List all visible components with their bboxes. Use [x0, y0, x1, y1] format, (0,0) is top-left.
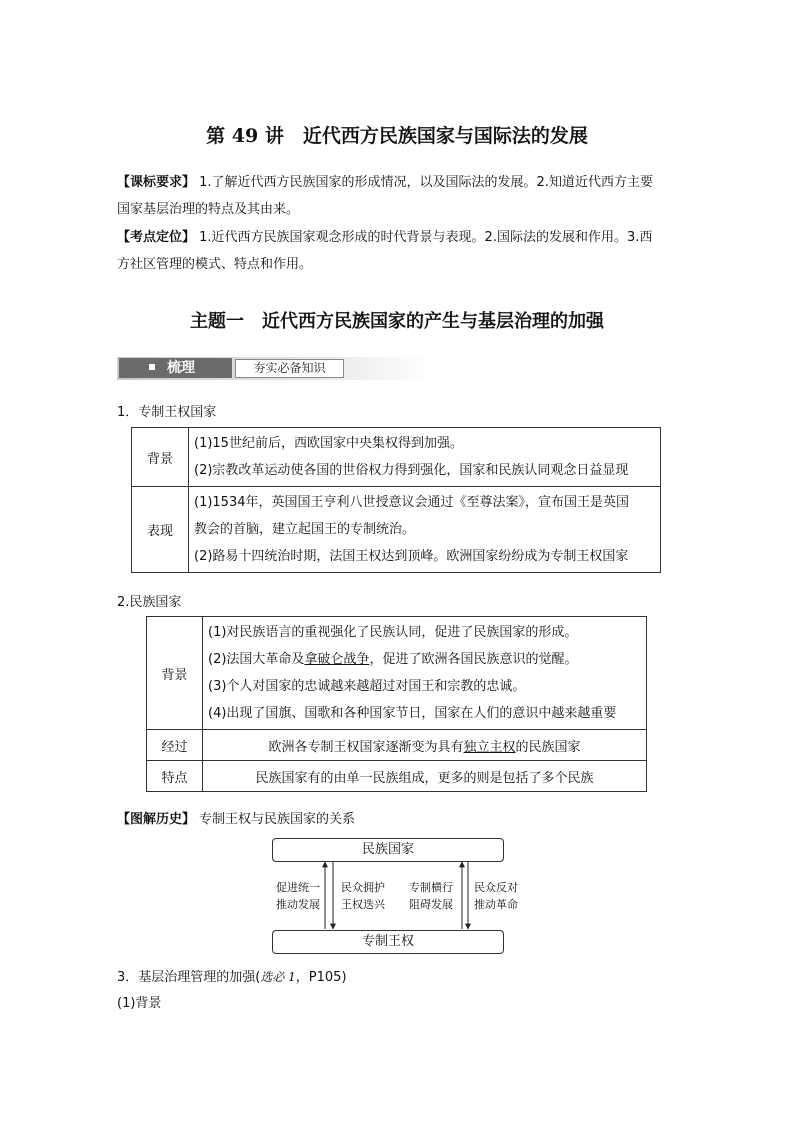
content-line: (1)15世纪前后，西欧国家中央集权得到加强。	[194, 436, 463, 451]
table-row	[132, 428, 661, 487]
content-line: (2)宗教改革运动使各国的世俗权力得到强化，国家和民族认同观念日益显现	[194, 463, 629, 478]
label-line: 民众反对	[474, 881, 518, 894]
row-header: 表现	[132, 487, 189, 573]
label-line: 民众拥护	[341, 881, 385, 894]
diagram-label-4	[470, 879, 522, 913]
requirements-line1: 1.了解近代西方民族国家的形成情况，以及国际法的发展。2.知道近代西方主要	[195, 175, 653, 190]
row-content	[189, 487, 661, 573]
heading-source: 选必 1	[260, 970, 296, 984]
row-content: 民族国家有的由单一民族组成，更多的则是包括了多个民族	[203, 761, 647, 792]
caption-tag: 【图解历史】	[117, 812, 196, 827]
text-span: (2)法国大革命及	[208, 652, 305, 667]
label-line: 推动发展	[276, 898, 320, 911]
label-line: 阻碍发展	[409, 898, 453, 911]
content-line: (1)1534年，英国国王亨利八世授意议会通过《至尊法案》，宣布国王是英国	[194, 495, 629, 510]
diagram-label-2	[337, 879, 389, 913]
underlined-term: 独立主权	[463, 739, 516, 755]
text-span: ，促进了欧洲各国民族意识的觉醒。	[369, 652, 578, 667]
row-header: 背景	[132, 428, 189, 487]
text-span: 的民族国家	[515, 739, 581, 755]
content-line: (1)对民族语言的重视强化了民族认同，促进了民族国家的形成。	[208, 625, 578, 640]
caption-text: 专制王权与民族国家的关系	[199, 812, 356, 827]
label-line: 王权迭兴	[341, 898, 385, 911]
section3-sub: (1)背景	[117, 996, 162, 1011]
table-row	[147, 730, 647, 761]
table-row	[132, 487, 661, 573]
section3-heading	[117, 966, 347, 985]
row-content	[203, 730, 647, 761]
positioning-tag: 【考点定位】	[117, 230, 196, 245]
section2-heading: 2.民族国家	[117, 595, 182, 610]
requirements-tag: 【课标要求】	[117, 175, 196, 190]
exam-positioning	[117, 224, 682, 278]
content-line	[208, 646, 641, 673]
diagram-label-1	[272, 879, 324, 913]
row-header: 经过	[147, 730, 203, 761]
row-content	[203, 617, 647, 730]
positioning-line1: 1.近代西方民族国家观念形成的时代背景与表现。2.国际法的发展和作用。3.西	[195, 230, 653, 245]
absolute-monarchy-table	[131, 427, 661, 573]
theme-title: 主题一 近代西方民族国家的产生与基层治理的加强	[190, 311, 604, 332]
square-bullet-icon	[149, 364, 155, 370]
requirements-line2: 国家基层治理的特点及其由来。	[117, 202, 300, 217]
banner-main	[119, 358, 232, 378]
underlined-term: 拿破仑战争	[304, 652, 370, 667]
positioning-line2: 方社区管理的模式、特点和作用。	[117, 257, 313, 272]
row-header: 特点	[147, 761, 203, 792]
table-row	[147, 761, 647, 792]
nation-state-table	[146, 616, 647, 792]
page-title: 第 49 讲 近代西方民族国家与国际法的发展	[206, 125, 588, 147]
row-content	[189, 428, 661, 487]
heading-text: 3．基层治理管理的加强(	[117, 970, 261, 985]
label-line: 专制横行	[409, 881, 453, 894]
banner-sub: 夯实必备知识	[235, 359, 344, 378]
diagram-label-3	[405, 879, 457, 913]
heading-tail: ，P105)	[295, 970, 347, 985]
text-span: 欧洲各专制王权国家逐渐变为具有	[268, 739, 464, 755]
diagram-caption	[117, 808, 355, 827]
label-line: 推动革命	[474, 898, 518, 911]
table-row	[147, 617, 647, 730]
absolute-monarchy-box: 专制王权	[272, 930, 504, 954]
banner-main-label: 梳理	[167, 360, 195, 376]
content-line: (3)个人对国家的忠诚越来越超过对国王和宗教的忠诚。	[208, 679, 526, 694]
content-line: (4)出现了国旗、国歌和各种国家节日，国家在人们的意识中越来越重要	[208, 706, 617, 721]
content-line: 教会的首脑，建立起国王的专制统治。	[194, 522, 416, 537]
row-header: 背景	[147, 617, 203, 730]
section1-heading: 1．专制王权国家	[117, 405, 217, 420]
curriculum-requirements	[117, 169, 682, 223]
label-line: 促进统一	[276, 881, 320, 894]
nation-state-box: 民族国家	[272, 838, 504, 862]
content-line: (2)路易十四统治时期，法国王权达到顶峰。欧洲国家纷纷成为专制王权国家	[194, 549, 629, 564]
